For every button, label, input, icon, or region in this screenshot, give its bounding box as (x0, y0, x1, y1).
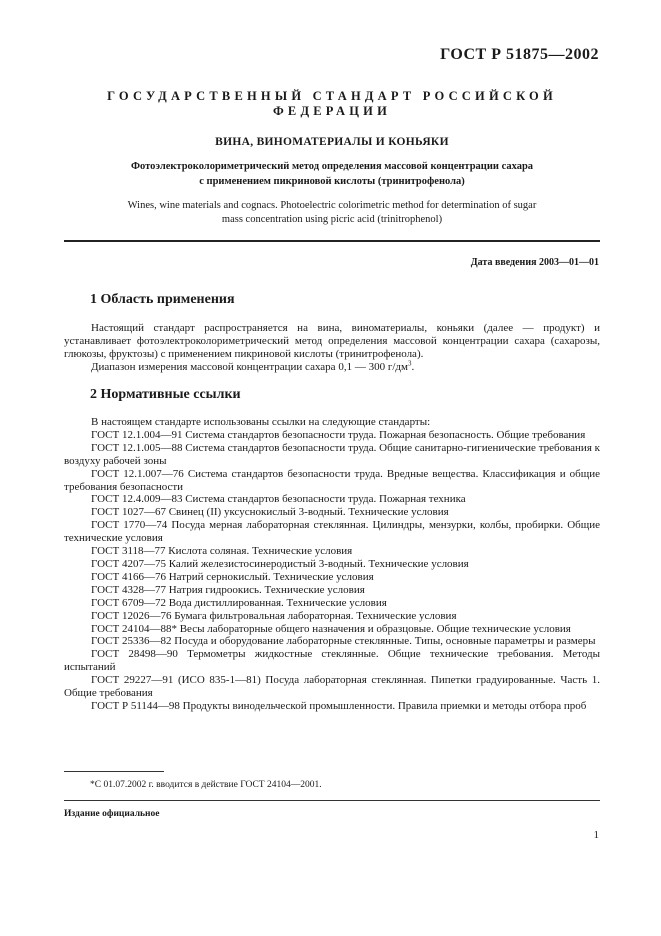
state-standard-title: ГОСУДАРСТВЕННЫЙ СТАНДАРТ РОССИЙСКОЙ ФЕДЕРАЦИИ (107, 89, 557, 118)
reference-item: ГОСТ 29227—91 (ИСО 835-1—81) Посуда лабораторная стеклянная. Пипетки градуированные. Часть 1. Общие требования (64, 674, 600, 700)
reference-item: ГОСТ 4166—76 Натрий сернокислый. Технические условия (91, 570, 374, 583)
footer-divider (64, 800, 600, 801)
section-1-body (64, 322, 600, 374)
document-code: ГОСТ Р 51875—2002 (440, 46, 599, 63)
reference-item: ГОСТ 4328—77 Натрия гидроокись. Технические условия (91, 583, 365, 596)
reference-item: ГОСТ 1770—74 Посуда мерная лабораторная стеклянная. Цилиндры, мензурки, колбы, пробирки. Общие технические условия (64, 519, 600, 545)
footnote: *С 01.07.2002 г. вводится в действие ГОСТ 24104—2001. (90, 780, 322, 790)
measurement-range-end: . (411, 361, 415, 373)
document-subtitle (64, 159, 600, 189)
reference-item: ГОСТ 24104—88* Весы лабораторные общего назначения и образцовые. Общие технические условия (91, 622, 571, 635)
edition-label: Издание официальное (64, 809, 160, 819)
references-intro: В настоящем стандарте использованы ссылки на следующие стандарты: (91, 416, 431, 428)
unit-exponent: 3 (407, 359, 412, 368)
section-1-heading: 1 Область применения (90, 292, 235, 307)
english-title-line-2: mass concentration using picric acid (trinitrophenol) (221, 214, 443, 225)
section-1-paragraph-1: Настоящий стандарт распространяется на вина, виноматериалы, коньяки (далее — продукт) и устанавливает фотоэлектроколориметрический метод определения массовой концентрации сахара (сахарозы, глюкозы, фруктозы) с применением пикриновой кислоты (тринитрофенола). (64, 322, 600, 360)
page-number: 1 (593, 829, 599, 841)
measurement-range-text: Диапазон измерения массовой концентрации сахара 0,1 — 300 г/дм (91, 361, 408, 373)
reference-item: ГОСТ Р 51144—98 Продукты винодельческой промышленности. Правила приемки и методы отбора проб (91, 699, 587, 712)
footnote-divider (64, 771, 164, 772)
reference-item: ГОСТ 12.4.009—83 Система стандартов безопасности труда. Пожарная техника (91, 493, 466, 506)
title-divider (64, 240, 600, 242)
reference-item: ГОСТ 28498—90 Термометры жидкостные стеклянные. Общие технические требования. Методы испытаний (64, 648, 600, 674)
reference-item: ГОСТ 12.1.004—91 Система стандартов безопасности труда. Пожарная безопасность. Общие требования (91, 428, 586, 441)
reference-item: ГОСТ 25336—82 Посуда и оборудование лабораторные стеклянные. Типы, основные параметры и размеры (91, 635, 596, 648)
reference-item: ГОСТ 12.1.007—76 Система стандартов безопасности труда. Вредные вещества. Классификация и общие требования безопасности (64, 467, 600, 493)
reference-item: ГОСТ 1027—67 Свинец (II) уксуснокислый 3-водный. Технические условия (91, 506, 449, 519)
introduction-date: Дата введения 2003—01—01 (470, 257, 599, 268)
english-title (64, 199, 600, 227)
reference-item: ГОСТ 12026—76 Бумага фильтровальная лабораторная. Технические условия (91, 609, 457, 622)
normative-references-list (64, 416, 600, 713)
subtitle-line-2: с применением пикриновой кислоты (тринитрофенола) (199, 176, 465, 187)
reference-item: ГОСТ 3118—77 Кислота соляная. Технические условия (91, 545, 353, 558)
section-2-heading: 2 Нормативные ссылки (90, 387, 241, 402)
reference-item: ГОСТ 6709—72 Вода дистиллированная. Технические условия (91, 596, 387, 609)
document-main-title: ВИНА, ВИНОМАТЕРИАЛЫ И КОНЬЯКИ (215, 136, 449, 148)
section-1-paragraph-2 (64, 361, 600, 374)
reference-item: ГОСТ 4207—75 Калий железистосинеродистый 3-водный. Технические условия (91, 557, 469, 570)
reference-item: ГОСТ 12.1.005—88 Система стандартов безопасности труда. Общие санитарно-гигиенические требования к воздуху рабочей зоны (64, 441, 600, 467)
english-title-line-1: Wines, wine materials and cognacs. Photoelectric colorimetric method for determination of sugar (127, 200, 537, 211)
subtitle-line-1: Фотоэлектроколориметрический метод определения массовой концентрации сахара (130, 161, 534, 172)
